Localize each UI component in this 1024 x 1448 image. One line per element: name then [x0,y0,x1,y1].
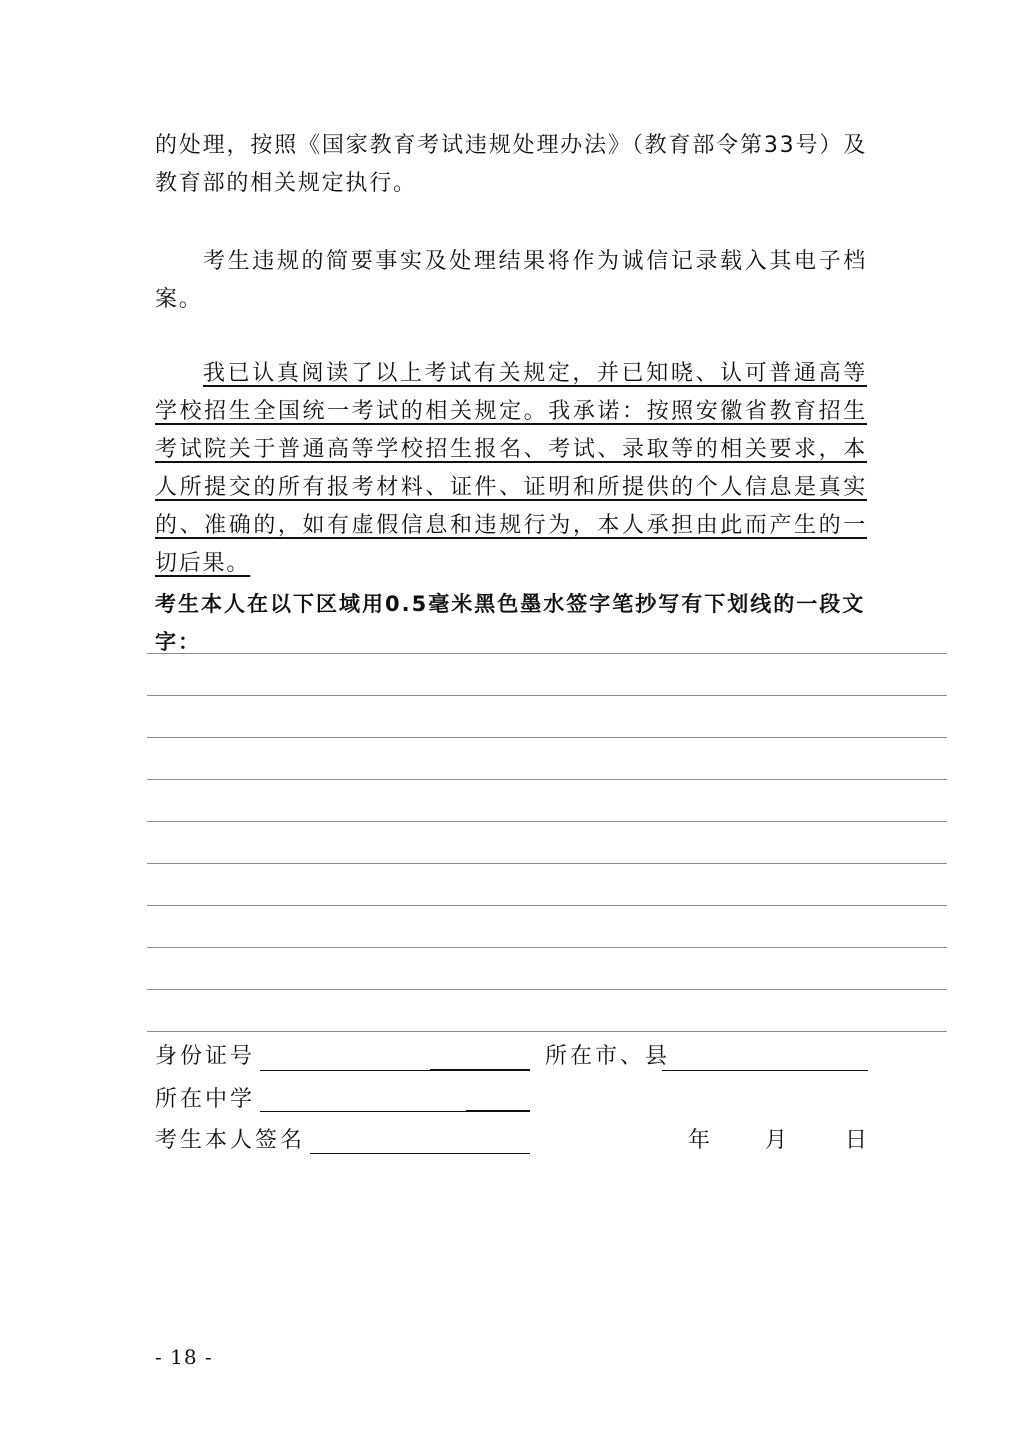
city-county-label: 所在市、县 [545,1044,671,1069]
writing-line[interactable] [147,695,947,696]
writing-line[interactable] [147,947,947,948]
month-label: 月 [765,1128,788,1153]
commitment-underlined-text: 我已认真阅读了以上考试有关规定，并已知晓、认可普通高等学校招生全国统一考试的相关规定。我承诺：按照安徽省教育招生考试院关于普通高等学校招生报名、考试、录取等的相关要求，本人所提交的所有报考材料、证件、证明和所提供的个人信息是真实的、准确的，如有虚假信息和违规行为，本人承担由此而产生的一切后果。 [155,361,867,576]
id-number-field-segment [430,1069,530,1071]
year-label: 年 [688,1128,711,1153]
school-label: 所在中学 [155,1087,256,1112]
writing-line[interactable] [147,737,947,738]
writing-line[interactable] [147,653,947,654]
id-number-label: 身份证号 [155,1044,256,1069]
paragraph-regulation-reference: 的处理，按照《国家教育考试违规处理办法》（教育部令第33号）及教育部的相关规定执行。 [155,133,867,196]
writing-line[interactable] [147,863,947,864]
signature-field[interactable] [310,1153,530,1154]
writing-line[interactable] [147,779,947,780]
school-field-segment [466,1110,530,1112]
paragraph-integrity-record: 考生违规的简要事实及处理结果将作为诚信记录载入其电子档案。 [155,249,867,312]
writing-line[interactable] [147,821,947,822]
paragraph-commitment [155,355,867,583]
writing-line[interactable] [147,1031,947,1032]
page-number: - 18 - [155,1345,213,1369]
copy-instruction: 考生本人在以下区域用0.5毫米黑色墨水签字笔抄写有下划线的一段文字： [155,592,866,654]
writing-line[interactable] [147,905,947,906]
day-label: 日 [845,1128,868,1153]
signature-label: 考生本人签名 [155,1128,306,1153]
city-county-field[interactable] [662,1070,868,1071]
writing-line[interactable] [147,989,947,990]
